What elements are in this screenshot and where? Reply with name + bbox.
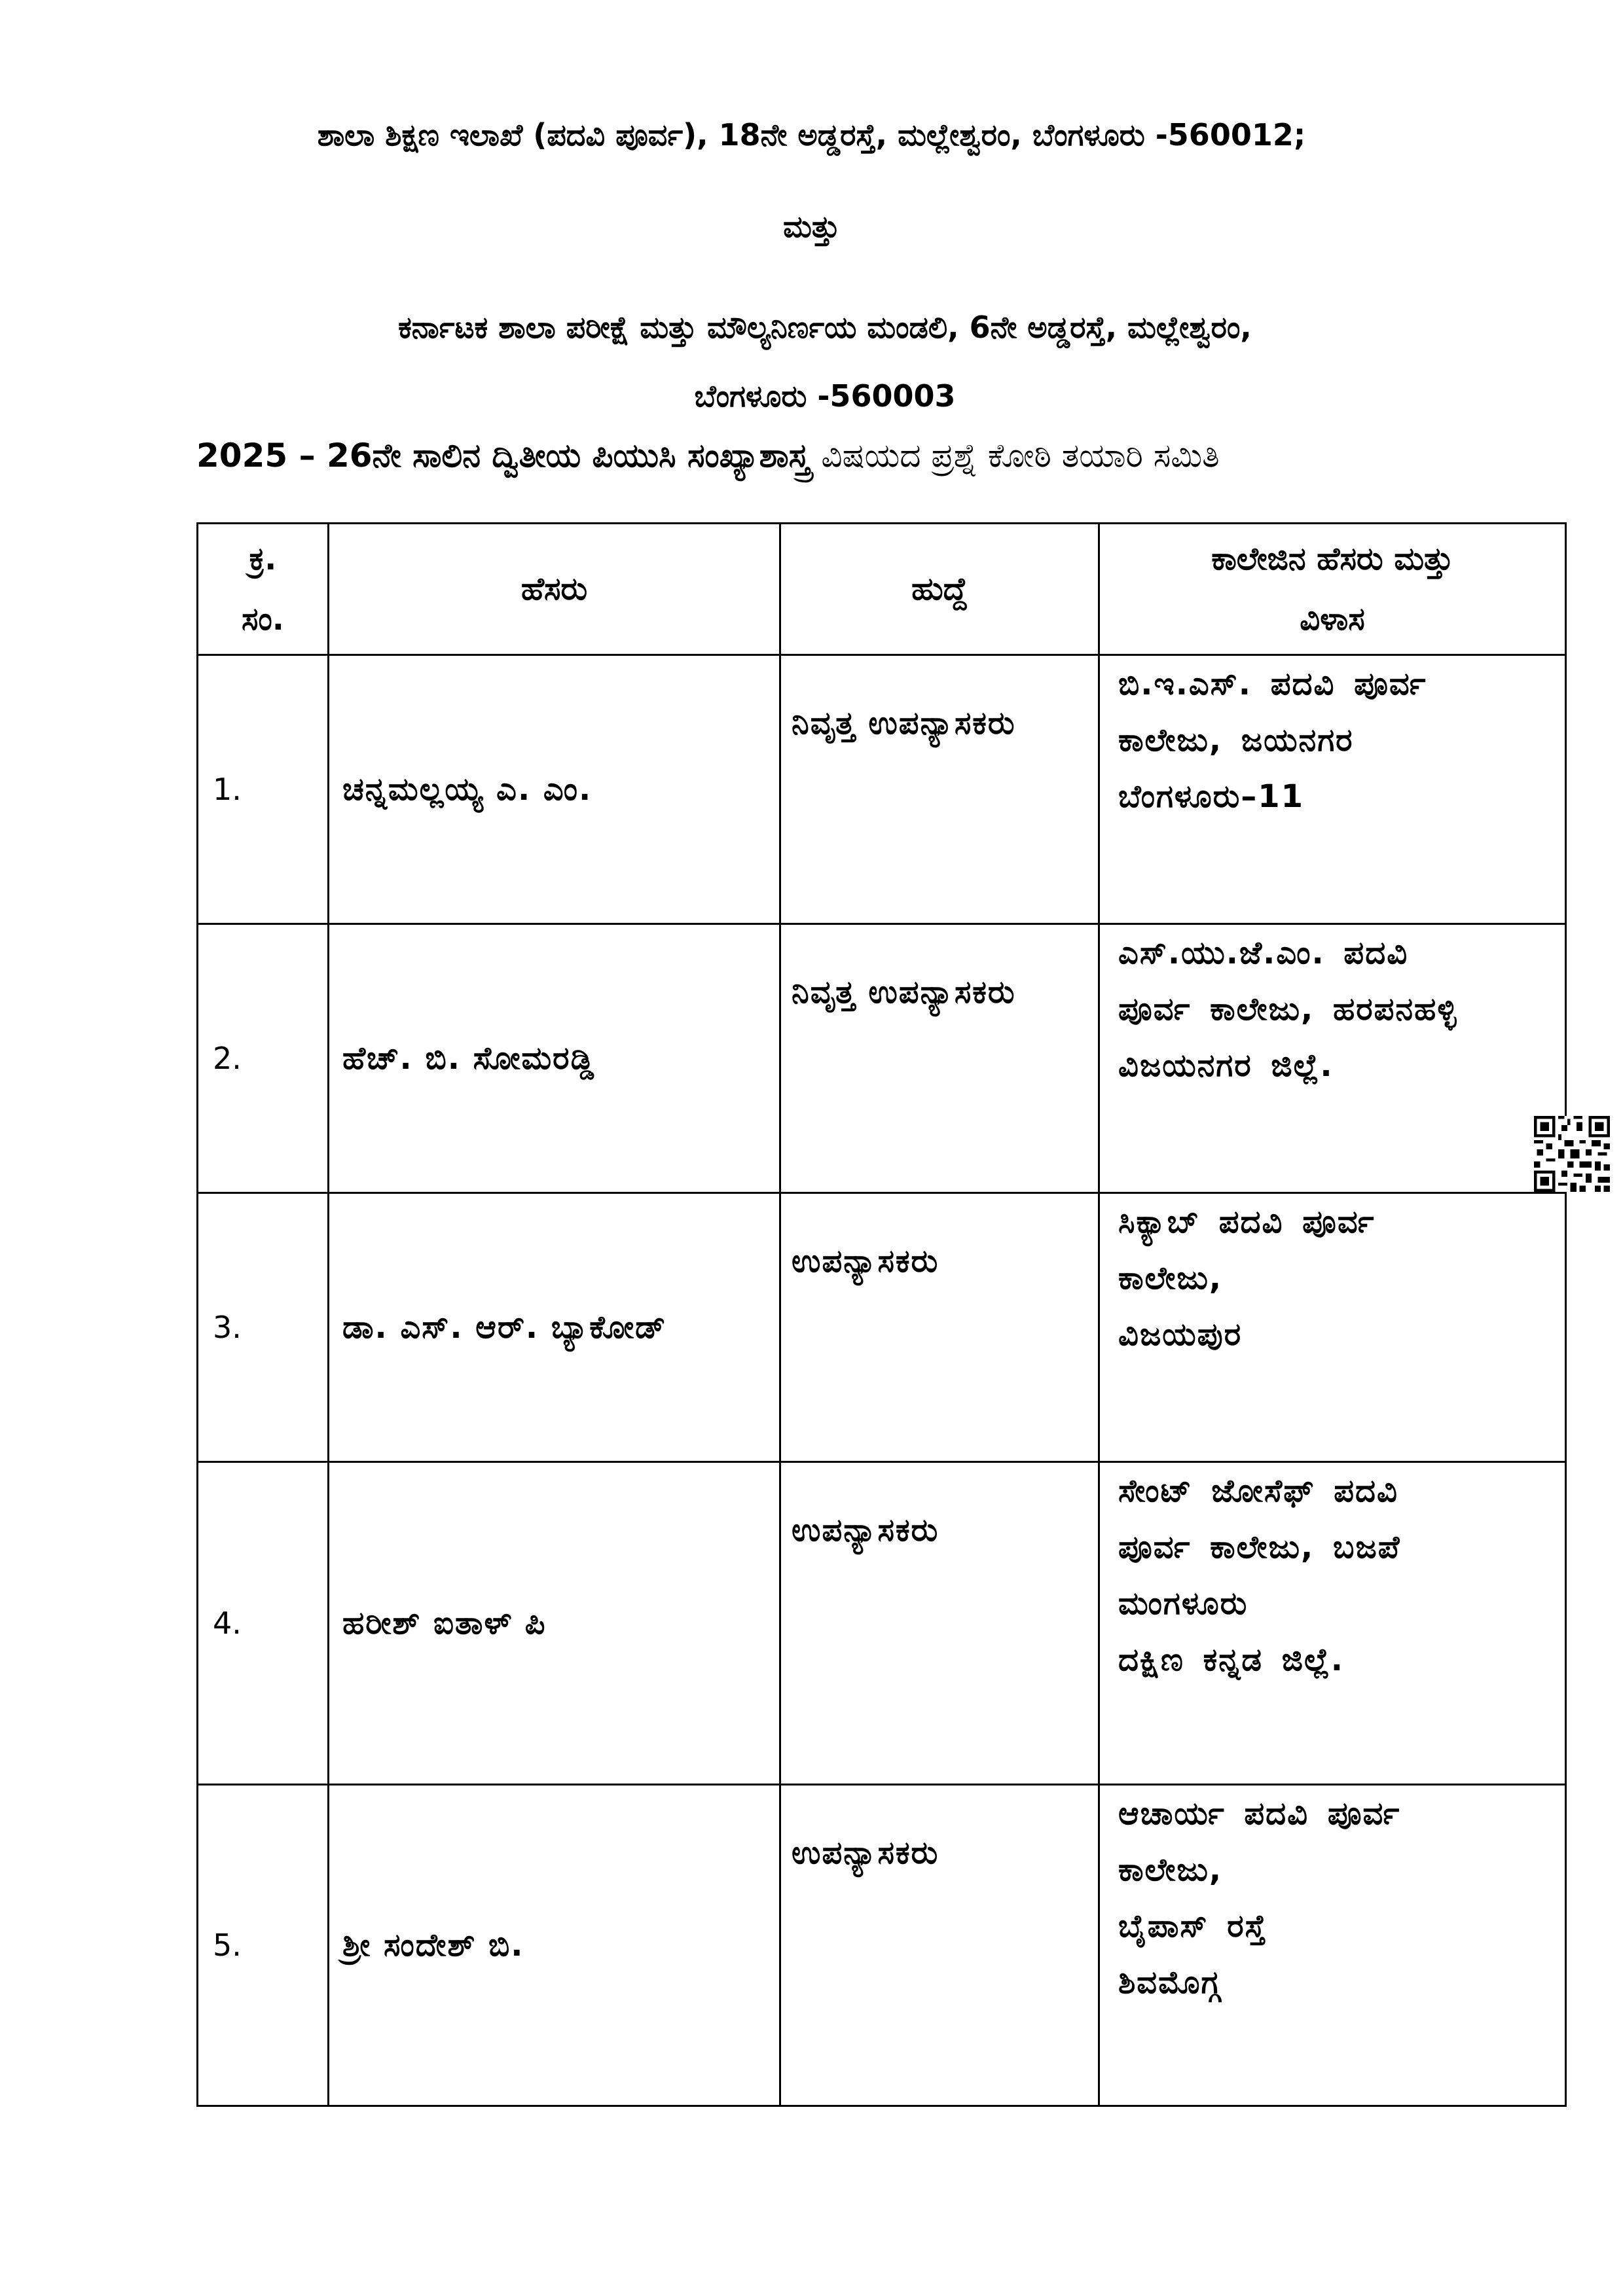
header-serial-line2: ಸಂ. [242, 601, 284, 637]
row-number: 1. [198, 655, 329, 924]
header-serial-line1: ಕ್ರ. [249, 541, 277, 577]
header-college-line2: ವಿಳಾಸ [1300, 601, 1365, 637]
address-line: ಕಾಲೇಜು, ಜಯನಗರ [1118, 722, 1354, 759]
table-row [198, 1193, 1566, 1462]
member-designation: ಉಪನ್ಯಾಸಕರು [780, 1462, 1099, 1785]
row-number: 5. [198, 1785, 329, 2106]
address-line: ಮಂಗಳೂರು [1118, 1585, 1249, 1622]
table-header-row [198, 524, 1566, 655]
row-number: 2. [198, 924, 329, 1193]
table-row [198, 1785, 1566, 2106]
row-number: 3. [198, 1193, 329, 1462]
member-name: ಶ್ರೀ ಸಂದೇಶ್ ಬಿ. [329, 1785, 780, 2106]
address-line: ಎಸ್.ಯು.ಜೆ.ಎಂ. ಪದವಿ [1118, 935, 1409, 971]
board-address-line2: ಬೆಂಗಳೂರು -560003 [694, 378, 956, 414]
member-designation: ನಿವೃತ್ತ ಉಪನ್ಯಾಸಕರು [780, 924, 1099, 1193]
header-college [1099, 524, 1566, 655]
address-line: ಬೈಪಾಸ್ ರಸ್ತೆ [1118, 1908, 1267, 1945]
title-bold: 2025 – 26ನೇ ಸಾಲಿನ ದ್ವಿತೀಯ ಪಿಯುಸಿ ಸಂಖ್ಯಾಶಾಸ್ತ್ರ [196, 437, 810, 475]
address-line: ಸೇಂಟ್ ಜೋಸೆಫ್ ಪದವಿ [1118, 1473, 1398, 1509]
address-line: ಪೂರ್ವ ಕಾಲೇಜು, ಬಜಪೆ [1118, 1529, 1401, 1566]
member-name: ಡಾ. ಎಸ್. ಆರ್. ಬ್ಯಾಕೋಡ್ [329, 1193, 780, 1462]
address-line: ವಿಜಯನಗರ ಜಿಲ್ಲೆ. [1118, 1047, 1334, 1084]
college-address [1099, 1193, 1566, 1462]
member-name: ಹೆಚ್. ಬಿ. ಸೋಮರಡ್ಡಿ [329, 924, 780, 1193]
title-normal: ವಿಷಯದ ಪ್ರಶ್ನೆ ಕೋಠಿ ತಯಾರಿ ಸಮಿತಿ [821, 437, 1220, 475]
header-name: ಹೆಸರು [329, 524, 780, 655]
document-title [196, 435, 1220, 476]
address-line: ಶಿವಮೊಗ್ಗ [1118, 1964, 1222, 2001]
table-row [198, 655, 1566, 924]
address-line: ಸಿಕ್ಯಾಬ್ ಪದವಿ ಪೂರ್ವ [1118, 1204, 1376, 1240]
department-address: ಶಾಲಾ ಶಿಕ್ಷಣ ಇಲಾಖೆ (ಪದವಿ ಪೂರ್ವ), 18ನೇ ಅಡ್ಡರಸ್ತೆ, ಮಲ್ಲೇಶ್ವರಂ, ಬೆಂಗಳೂರು -560012; [317, 117, 1306, 152]
address-line: ಬಿ.ಇ.ಎಸ್. ಪದವಿ ಪೂರ್ವ [1118, 666, 1427, 702]
member-designation: ಉಪನ್ಯಾಸಕರು [780, 1785, 1099, 2106]
college-address [1099, 924, 1566, 1193]
member-name: ಚನ್ನಮಲ್ಲಯ್ಯ ಎ. ಎಂ. [329, 655, 780, 924]
header-designation: ಹುದ್ದೆ [780, 524, 1099, 655]
college-address [1099, 655, 1566, 924]
row-number: 4. [198, 1462, 329, 1785]
committee-table [196, 522, 1567, 2107]
board-address [164, 293, 1486, 431]
header-serial [198, 524, 329, 655]
college-address [1099, 1785, 1566, 2106]
table-row [198, 924, 1566, 1193]
college-address [1099, 1462, 1566, 1785]
address-line: ಕಾಲೇಜು, [1118, 1852, 1223, 1888]
address-line: ಪೂರ್ವ ಕಾಲೇಜು, ಹರಪನಹಳ್ಳಿ [1118, 991, 1458, 1028]
member-designation: ಉಪನ್ಯಾಸಕರು [780, 1193, 1099, 1462]
address-line: ಆಚಾರ್ಯ ಪದವಿ ಪೂರ್ವ [1118, 1795, 1401, 1832]
member-name: ಹರೀಶ್ ಐತಾಳ್ ಪಿ [329, 1462, 780, 1785]
board-address-line1: ಕರ್ನಾಟಕ ಶಾಲಾ ಪರೀಕ್ಷೆ ಮತ್ತು ಮೌಲ್ಯನಿರ್ಣಯ ಮಂಡಲಿ, 6ನೇ ಅಡ್ಡರಸ್ತೆ, ಮಲ್ಲೇಶ್ವರಂ, [398, 310, 1252, 345]
header-college-line1: ಕಾಲೇಜಿನ ಹೆಸರು ಮತ್ತು [1211, 541, 1453, 577]
table-row [198, 1462, 1566, 1785]
address-line: ಕಾಲೇಜು, [1118, 1260, 1223, 1297]
address-line: ಬೆಂಗಳೂರು–11 [1118, 778, 1305, 815]
member-designation: ನಿವೃತ್ತ ಉಪನ್ಯಾಸಕರು [780, 655, 1099, 924]
qr-code-icon [1534, 1116, 1610, 1192]
address-line: ದಕ್ಷಿಣ ಕನ್ನಡ ಜಿಲ್ಲೆ. [1118, 1641, 1344, 1678]
conjunction-text: ಮತ್ತು [783, 209, 840, 244]
address-line: ವಿಜಯಪುರ [1118, 1316, 1243, 1353]
